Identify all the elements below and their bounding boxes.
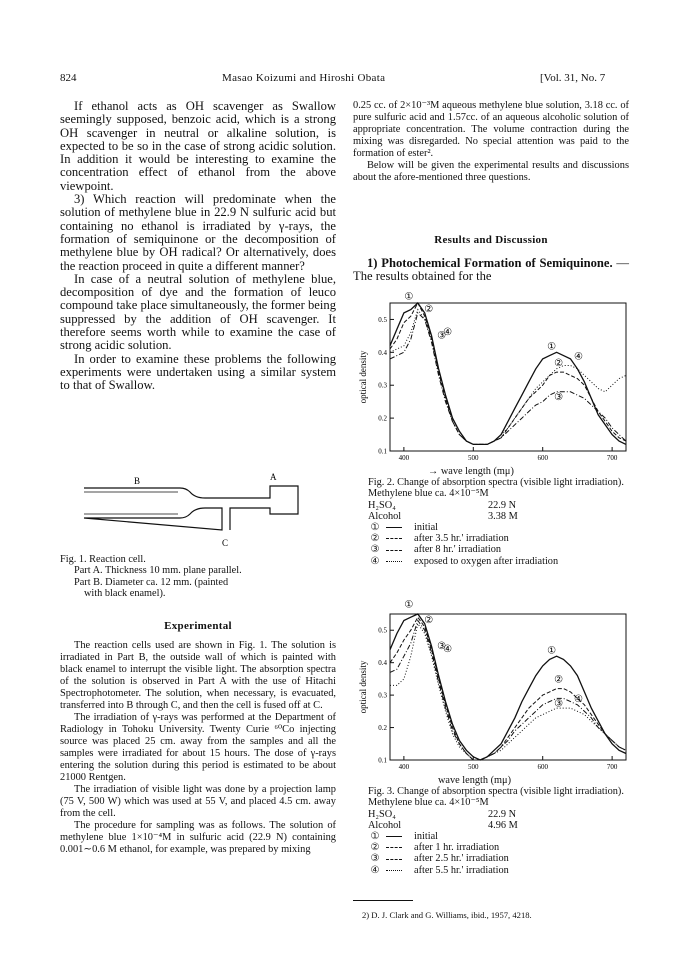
subsection-title: Photochemical Formation of Semiquinone. [381, 256, 613, 270]
series-marker-1: ① [547, 645, 557, 657]
figure-2-chart [346, 291, 636, 465]
y-tick-label: 0.2 [378, 724, 387, 733]
experimental-text [60, 640, 336, 856]
label-c: C [222, 538, 229, 548]
caption-line: Alcohol 4.96 M [368, 819, 518, 831]
series-line-3 [390, 621, 626, 761]
y-axis-label: optical density [358, 350, 368, 404]
results-heading [353, 234, 629, 246]
series-line-2 [390, 614, 626, 760]
running-volume: [Vol. 31, No. 7 [540, 72, 606, 84]
caption-line: Alcohol 3.38 M [368, 510, 518, 522]
series-marker-4: ④ [573, 694, 583, 706]
legend-item: ④ after 5.5 hr.' irradiation [370, 864, 509, 876]
caption-line: H₂SO₄ 22.9 N [368, 808, 517, 820]
paragraph: The reaction cells used are shown in Fig. 1. The solution is irradiated in Part B, the outside wall of which is painted with black enamel to interrupt the visible light. The absorption spectra of the solution is observed in Part A with the use of Hitachi Spectrophotometer. The solution, when necessary, is evacuated, transferred into B through C, and then the cell is fused off at C. [60, 640, 336, 711]
x-tick-label: 500 [468, 454, 479, 462]
series-marker-peak-2: ② [424, 614, 434, 626]
caption-line: Part A. Thickness 10 mm. plane parallel. [74, 565, 242, 577]
series-marker-2: ② [554, 358, 564, 370]
series-marker-4: ④ [573, 351, 583, 363]
right-top-text [353, 100, 629, 184]
left-intro-text [60, 100, 336, 393]
paragraph: 3) Which reaction will predominate when the solution of methylene blue in 22.9 N sulfuric acid but containing no ethanol is irradiated by γ-rays, the formation of semiquinone or the decomposition of methylene blue by OH radical? Or alternatively, does the reaction proceed in quite a different manner? [60, 192, 336, 273]
x-tick-label: 400 [398, 454, 410, 462]
legend-item: ③ after 2.5 hr.' irradiation [370, 853, 509, 865]
y-tick-label: 0.2 [378, 414, 387, 423]
paragraph: In case of a neutral solution of methylene blue, decomposition of dye and the formation of leuco compound take place simultaneously, the former being suppressed by the addition of OH scavenger. It therefore seems worth while to examine the case of strong acidic solution. [60, 271, 336, 353]
footnote-rule [353, 900, 413, 901]
series-marker-2: ② [554, 674, 564, 686]
y-tick-label: 0.4 [378, 659, 387, 668]
paragraph: The irradiation of γ-rays was performed at the Department of Radiology in Tohoku University. Twenty Curie ⁶⁰Co injecting source was placed 25 cm. away from the samples and all the samples were irradiated for about 15 hours. The dose of γ-rays entering the solution during this period is estimated to be about 21000 Rentgen. [60, 712, 336, 783]
series-line-2 [390, 303, 626, 444]
paragraph: The irradiation of visible light was done by a projection lamp (75 V, 500 W) which was used at 55 V, and placed 4.5 cm. away from the cell. [60, 784, 336, 819]
section-title: Experimental [164, 620, 232, 632]
figure-3-caption [368, 775, 638, 876]
y-tick-label: 0.5 [378, 626, 387, 635]
section-title: Results and Discussion [434, 234, 548, 246]
x-tick-label: 600 [537, 454, 548, 462]
x-tick-label: 700 [606, 454, 618, 462]
legend-item: ③ after 8 hr.' irradiation [370, 544, 502, 556]
subsection-intro [353, 257, 629, 284]
x-tick-label: 600 [537, 763, 548, 771]
series-line-4 [390, 624, 626, 760]
label-a: A [270, 472, 277, 482]
y-axis-label: optical density [358, 660, 368, 714]
series-marker-peak-3: ③ [437, 640, 447, 652]
page-number: 824 [60, 72, 77, 84]
series-marker-peak-4: ④ [443, 644, 453, 656]
series-marker-3: ③ [554, 391, 564, 403]
y-tick-label: 0.3 [378, 381, 387, 390]
x-tick-label: 700 [606, 763, 618, 771]
caption-title: Fig. 3. Change of absorption spectra (visible light irradiation). [368, 786, 624, 798]
legend-item: ① initial [370, 831, 439, 843]
caption-title: Fig. 1. Reaction cell. [60, 554, 146, 565]
legend-item: ④ exposed to oxygen after irradiation [370, 555, 559, 567]
caption-line: Part B. Diameter ca. 12 mm. (painted [74, 576, 229, 588]
caption-title: Fig. 2. Change of absorption spectra (visible light irradiation). [368, 477, 624, 489]
series-marker-1: ① [547, 341, 557, 353]
plot-frame [390, 303, 626, 451]
legend-item: ② after 1 hr. irradiation [370, 842, 500, 854]
series-marker-3: ③ [554, 698, 564, 710]
x-tick-label: 400 [398, 763, 410, 771]
figure-3-chart [346, 599, 636, 774]
y-tick-label: 0.1 [378, 756, 387, 765]
series-line-3 [390, 313, 626, 445]
y-tick-label: 0.5 [378, 315, 387, 324]
running-authors: Masao Koizumi and Hiroshi Obata [222, 72, 386, 84]
y-tick-label: 0.3 [378, 691, 387, 700]
figure-2-caption [368, 466, 638, 567]
caption-line: Methylene blue ca. 4×10⁻⁵M [368, 488, 489, 500]
series-marker-peak-3: ③ [437, 330, 447, 342]
series-line-4 [390, 310, 626, 445]
axis-xlabel: → wave length (mμ) [428, 466, 514, 477]
subsection-text: — The results obtained for the [353, 256, 629, 284]
axis-xlabel: wave length (mμ) [438, 775, 511, 786]
paragraph: 0.25 cc. of 2×10⁻³M aqueous methylene blue solution, 3.18 cc. of pure sulfuric acid and 1.57cc. of an aqueous alcoholic solution of appropriate concentration. The volume contraction during the mixing was disregarded. No special attention was paid to the formation of ester². [353, 100, 629, 159]
legend-item: ① initial [370, 522, 439, 534]
figure-1-reaction-cell [70, 470, 330, 550]
caption-line: with black enamel). [84, 588, 166, 600]
figure-1-caption [60, 554, 242, 600]
paragraph: In order to examine these problems the following experiments were undertaken using a similar system to that of Swallow. [60, 351, 336, 393]
series-marker-peak-4: ④ [443, 327, 453, 339]
y-tick-label: 0.4 [378, 348, 387, 357]
y-tick-label: 0.1 [378, 447, 387, 456]
series-marker-peak-1: ① [404, 291, 414, 303]
cell-outline [84, 486, 298, 530]
series-line-1 [390, 303, 626, 444]
paragraph: If ethanol acts as OH scavenger as Swallow seemingly supposed, benzoic acid, which is a strong OH scavenger in neutral or alkaline solution, is expected to be so in the case of strong acidic solution. In addition it would be interesting to examine the concentration effect of ethanol from the above viewpoint. [60, 99, 336, 193]
legend-item: ② after 3.5 hr.' irradiation [370, 533, 509, 545]
series-marker-peak-1: ① [404, 599, 414, 611]
series-marker-peak-2: ② [424, 304, 434, 316]
cell-inner [84, 492, 178, 514]
x-tick-label: 500 [468, 763, 479, 771]
caption-line: H₂SO₄ 22.9 N [368, 499, 517, 511]
subsection-number: 1) [367, 256, 378, 270]
paragraph [353, 257, 629, 284]
caption-line: Methylene blue ca. 4×10⁻⁵M [368, 797, 489, 809]
label-b: B [134, 476, 141, 486]
experimental-heading [60, 620, 336, 632]
footnote: 2) D. J. Clark and G. Williams, ibid., 1957, 4218. [362, 910, 532, 920]
paragraph: The procedure for sampling was as follows. The solution of methylene blue 1×10⁻⁴M in sulfuric acid (22.9 N) containing 0.001∼0.6 M ethanol, for example, was prepared by mixing [60, 820, 336, 855]
paragraph: Below will be given the experimental results and discussions about the afore-mentioned three questions. [353, 160, 629, 183]
